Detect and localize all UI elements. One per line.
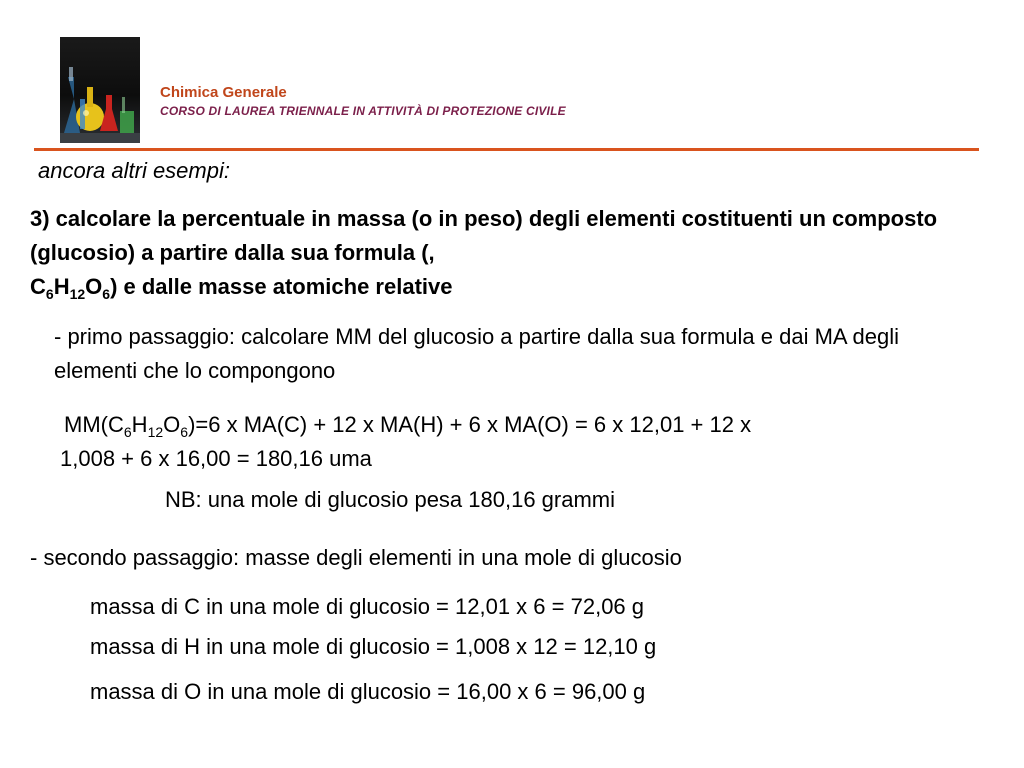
course-title: Chimica Generale [160, 84, 287, 101]
formula-line-two: 1,008 + 6 x 16,00 = 180,16 uma [60, 446, 372, 471]
formula-h: H [131, 412, 148, 437]
task-formula-c: C [30, 274, 46, 299]
formula-c-sub: 6 [123, 424, 132, 440]
task-formula-h: H [53, 274, 70, 299]
formula-h-sub: 12 [147, 424, 164, 440]
task-tail: ) e dalle masse atomiche relative [110, 274, 453, 299]
formula-rest: )=6 x MA(C) + 12 x MA(H) + 6 x MA(O) = 6 x 12,01 + 12 x [188, 412, 752, 437]
task-formula-c-sub: 6 [45, 286, 54, 302]
step-one-text: - primo passaggio: calcolare MM del glucosio a partire dalla sua formula e dai MA degli elementi che lo compongono [54, 324, 899, 383]
nb-note: NB: una mole di glucosio pesa 180,16 grammi [165, 487, 616, 512]
mass-carbon: massa di C in una mole di glucosio = 12,01 x 6 = 72,06 g [90, 594, 645, 619]
chemistry-flasks-image [60, 37, 140, 143]
intro-text: ancora altri esempi: [38, 158, 230, 183]
mass-hydrogen: massa di H in una mole di glucosio = 1,008 x 12 = 12,10 g [90, 634, 657, 659]
formula-o-sub: 6 [180, 424, 189, 440]
formula-prefix: MM(C [64, 412, 124, 437]
task-formula-h-sub: 12 [69, 286, 86, 302]
task-formula-o-sub: 6 [102, 286, 111, 302]
header-divider [34, 148, 979, 151]
course-subtitle: CORSO DI LAUREA TRIENNALE IN ATTIVITÀ DI PROTEZIONE CIVILE [160, 104, 566, 118]
step-two-text: - secondo passaggio: masse degli elementi in una mole di glucosio [30, 545, 682, 570]
flasks-illustration [60, 37, 140, 143]
task-formula-o: O [85, 274, 103, 299]
mass-oxygen: massa di O in una mole di glucosio = 16,00 x 6 = 96,00 g [90, 679, 646, 704]
task-statement [30, 202, 950, 304]
molar-mass-formula [60, 408, 984, 476]
formula-o: O [163, 412, 181, 437]
task-text: 3) calcolare la percentuale in massa (o in peso) degli elementi costituenti un composto (glucosio) a partire dalla sua formula (, [30, 206, 938, 265]
